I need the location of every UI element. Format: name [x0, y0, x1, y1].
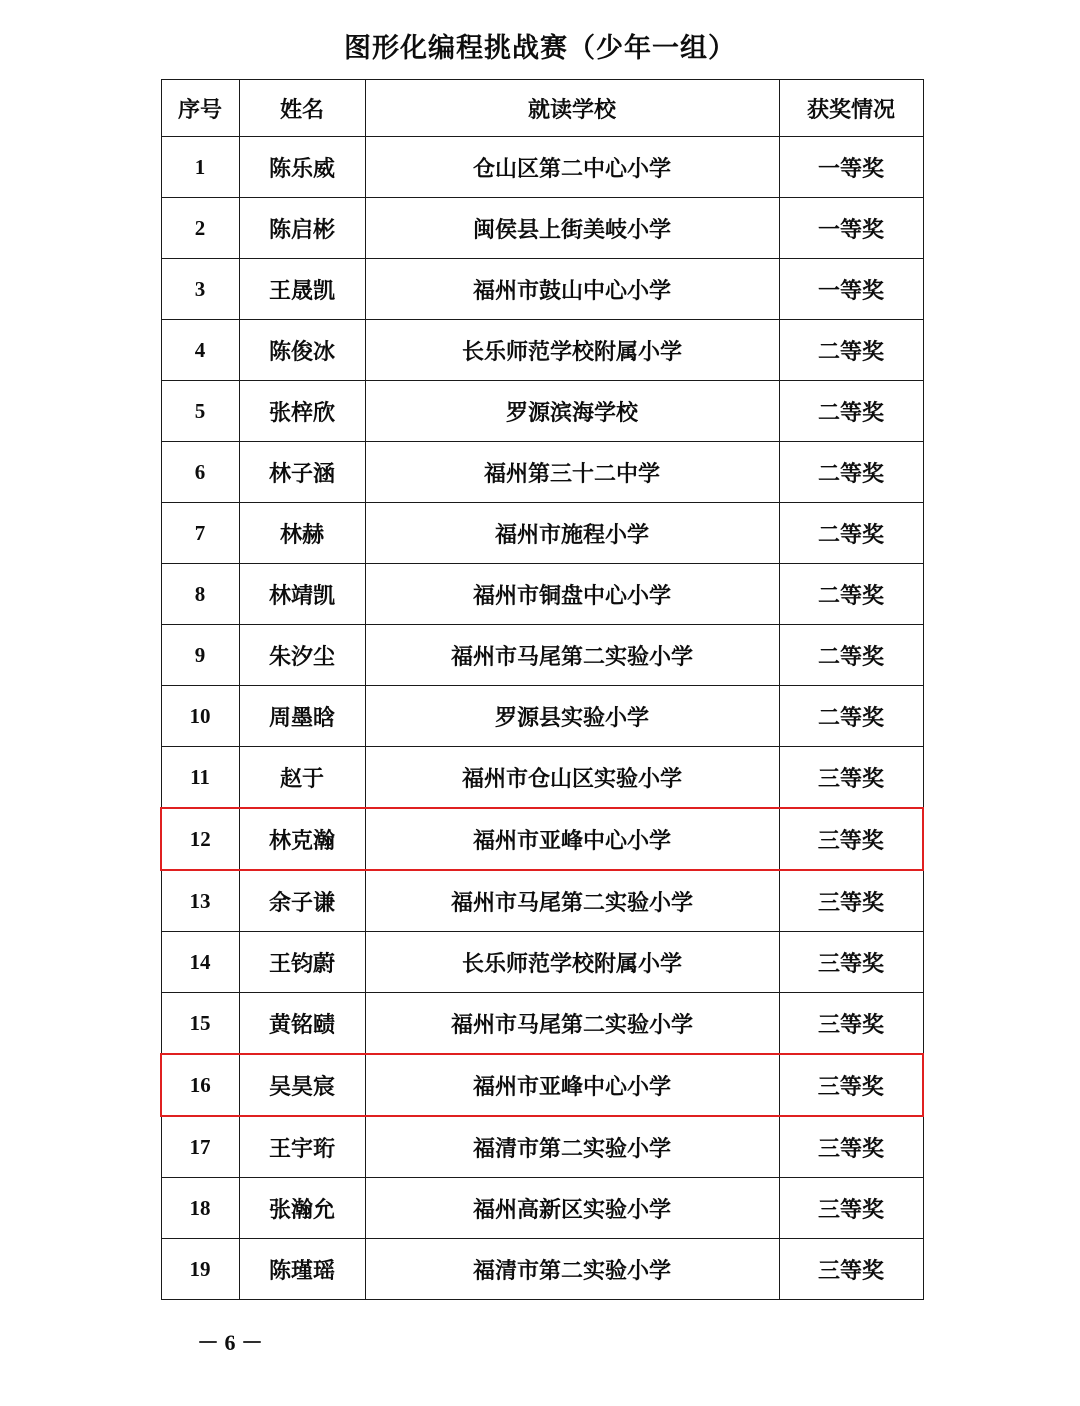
- cell-school: 闽侯县上街美岐小学: [365, 198, 779, 259]
- table-row: [161, 137, 923, 198]
- cell-award: 三等奖: [779, 808, 923, 870]
- cell-school: 福州市鼓山中心小学: [365, 259, 779, 320]
- column-header-school: 就读学校: [365, 80, 779, 137]
- cell-index: 5: [161, 381, 239, 442]
- cell-award: 二等奖: [779, 564, 923, 625]
- cell-award: 一等奖: [779, 259, 923, 320]
- table-row: [161, 932, 923, 993]
- cell-school: 福州市马尾第二实验小学: [365, 870, 779, 932]
- cell-name: 林子涵: [239, 442, 365, 503]
- cell-school: 罗源滨海学校: [365, 381, 779, 442]
- cell-name: 林靖凯: [239, 564, 365, 625]
- cell-name: 余子谦: [239, 870, 365, 932]
- cell-award: 二等奖: [779, 686, 923, 747]
- cell-school: 福州市亚峰中心小学: [365, 808, 779, 870]
- cell-school: 福州市仓山区实验小学: [365, 747, 779, 809]
- table-row: [161, 320, 923, 381]
- cell-name: 陈瑾瑶: [239, 1239, 365, 1300]
- cell-award: 一等奖: [779, 137, 923, 198]
- cell-school: 福州市马尾第二实验小学: [365, 993, 779, 1055]
- table-row: [161, 1116, 923, 1178]
- table-row: [161, 870, 923, 932]
- table-row: [161, 564, 923, 625]
- cell-school: 仓山区第二中心小学: [365, 137, 779, 198]
- cell-award: 三等奖: [779, 932, 923, 993]
- table-header: [161, 80, 923, 137]
- cell-award: 二等奖: [779, 503, 923, 564]
- cell-index: 10: [161, 686, 239, 747]
- cell-award: 一等奖: [779, 198, 923, 259]
- table-row: [161, 1054, 923, 1116]
- table-row: [161, 993, 923, 1055]
- cell-index: 11: [161, 747, 239, 809]
- table-row: [161, 1239, 923, 1300]
- table-row: [161, 442, 923, 503]
- cell-index: 14: [161, 932, 239, 993]
- table-row: [161, 381, 923, 442]
- table-row: [161, 259, 923, 320]
- cell-index: 3: [161, 259, 239, 320]
- table-row: [161, 1178, 923, 1239]
- cell-index: 12: [161, 808, 239, 870]
- cell-school: 福州市亚峰中心小学: [365, 1054, 779, 1116]
- cell-name: 朱汐尘: [239, 625, 365, 686]
- cell-school: 福清市第二实验小学: [365, 1239, 779, 1300]
- cell-name: 吴昊宸: [239, 1054, 365, 1116]
- cell-school: 福州第三十二中学: [365, 442, 779, 503]
- table-row: [161, 686, 923, 747]
- page-title: 图形化编程挑战赛（少年一组）: [344, 33, 736, 63]
- cell-award: 三等奖: [779, 993, 923, 1055]
- table-body: [161, 137, 923, 1300]
- cell-award: 三等奖: [779, 1178, 923, 1239]
- cell-name: 王钧蔚: [239, 932, 365, 993]
- cell-school: 长乐师范学校附属小学: [365, 932, 779, 993]
- cell-name: 陈俊冰: [239, 320, 365, 381]
- table-row: [161, 808, 923, 870]
- cell-award: 三等奖: [779, 747, 923, 809]
- cell-award: 二等奖: [779, 381, 923, 442]
- cell-index: 1: [161, 137, 239, 198]
- table-row: [161, 747, 923, 809]
- page-footer: [0, 1326, 1080, 1357]
- cell-index: 19: [161, 1239, 239, 1300]
- cell-name: 林克瀚: [239, 808, 365, 870]
- cell-index: 13: [161, 870, 239, 932]
- cell-name: 张梓欣: [239, 381, 365, 442]
- page-number: － 6 －: [196, 1330, 263, 1355]
- cell-name: 周墨晗: [239, 686, 365, 747]
- cell-award: 二等奖: [779, 442, 923, 503]
- cell-index: 16: [161, 1054, 239, 1116]
- cell-index: 4: [161, 320, 239, 381]
- column-header-award: 获奖情况: [779, 80, 923, 137]
- table-row: [161, 625, 923, 686]
- award-table-container: [0, 79, 1080, 1300]
- cell-index: 17: [161, 1116, 239, 1178]
- column-header-name: 姓名: [239, 80, 365, 137]
- cell-school: 福州市马尾第二实验小学: [365, 625, 779, 686]
- award-table: [160, 79, 924, 1300]
- table-row: [161, 198, 923, 259]
- cell-index: 18: [161, 1178, 239, 1239]
- cell-award: 二等奖: [779, 320, 923, 381]
- cell-name: 王宇珩: [239, 1116, 365, 1178]
- cell-school: 长乐师范学校附属小学: [365, 320, 779, 381]
- cell-index: 15: [161, 993, 239, 1055]
- cell-index: 6: [161, 442, 239, 503]
- cell-name: 林赫: [239, 503, 365, 564]
- cell-award: 二等奖: [779, 625, 923, 686]
- table-header-row: [161, 80, 923, 137]
- cell-name: 黄铭赜: [239, 993, 365, 1055]
- cell-school: 福州市施程小学: [365, 503, 779, 564]
- cell-award: 三等奖: [779, 1239, 923, 1300]
- cell-school: 福清市第二实验小学: [365, 1116, 779, 1178]
- cell-name: 陈乐威: [239, 137, 365, 198]
- cell-school: 福州市铜盘中心小学: [365, 564, 779, 625]
- cell-name: 王晟凯: [239, 259, 365, 320]
- cell-award: 三等奖: [779, 1054, 923, 1116]
- cell-name: 张瀚允: [239, 1178, 365, 1239]
- cell-index: 8: [161, 564, 239, 625]
- cell-index: 9: [161, 625, 239, 686]
- table-row: [161, 503, 923, 564]
- cell-school: 福州高新区实验小学: [365, 1178, 779, 1239]
- column-header-index: 序号: [161, 80, 239, 137]
- cell-index: 2: [161, 198, 239, 259]
- cell-name: 赵于: [239, 747, 365, 809]
- cell-name: 陈启彬: [239, 198, 365, 259]
- cell-school: 罗源县实验小学: [365, 686, 779, 747]
- cell-award: 三等奖: [779, 1116, 923, 1178]
- cell-index: 7: [161, 503, 239, 564]
- cell-award: 三等奖: [779, 870, 923, 932]
